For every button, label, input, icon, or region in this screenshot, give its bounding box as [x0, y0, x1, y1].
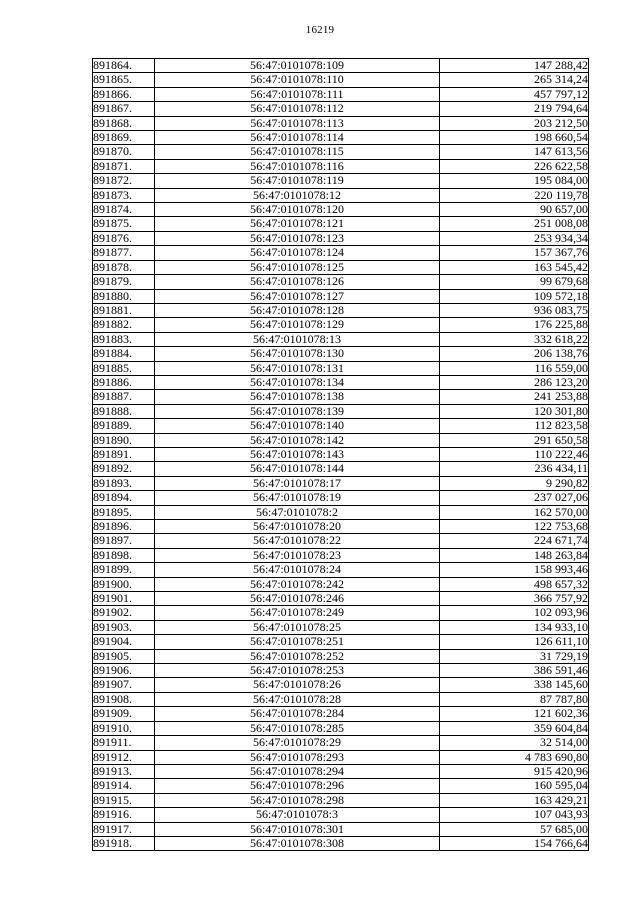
cadastral-number-cell: 56:47:0101078:251 [155, 635, 440, 649]
table-row [93, 707, 589, 721]
row-number-cell: 891868. [93, 116, 155, 130]
row-number-cell: 891866. [93, 87, 155, 101]
cadastral-number-cell: 56:47:0101078:131 [155, 361, 440, 375]
row-number-cell: 891916. [93, 808, 155, 822]
cadastral-value-cell: 176 225,88 [440, 318, 589, 332]
cadastral-value-cell: 4 783 690,80 [440, 750, 589, 764]
row-number-cell: 891885. [93, 361, 155, 375]
table-row [93, 433, 589, 447]
cadastral-value-cell: 198 660,54 [440, 131, 589, 145]
cadastral-number-cell: 56:47:0101078:144 [155, 462, 440, 476]
cadastral-value-cell: 107 043,93 [440, 808, 589, 822]
table-row [93, 822, 589, 836]
cadastral-number-cell: 56:47:0101078:143 [155, 447, 440, 461]
cadastral-value-cell: 90 657,00 [440, 203, 589, 217]
row-number-cell: 891875. [93, 217, 155, 231]
table-row [93, 764, 589, 778]
cadastral-number-cell: 56:47:0101078:142 [155, 433, 440, 447]
cadastral-number-cell: 56:47:0101078:19 [155, 491, 440, 505]
row-number-cell: 891901. [93, 592, 155, 606]
cadastral-value-cell: 265 314,24 [440, 73, 589, 87]
table-row [93, 620, 589, 634]
row-number-cell: 891895. [93, 505, 155, 519]
table-row [93, 159, 589, 173]
cadastral-value-cell: 498 657,32 [440, 577, 589, 591]
cadastral-number-cell: 56:47:0101078:109 [155, 59, 440, 73]
cadastral-number-cell: 56:47:0101078:298 [155, 793, 440, 807]
cadastral-value-cell: 102 093,96 [440, 606, 589, 620]
cadastral-value-cell: 122 753,68 [440, 520, 589, 534]
cadastral-value-cell: 253 934,34 [440, 231, 589, 245]
cadastral-number-cell: 56:47:0101078:246 [155, 592, 440, 606]
cadastral-value-cell: 31 729,19 [440, 649, 589, 663]
table-body [93, 59, 589, 851]
table-row [93, 592, 589, 606]
cadastral-value-cell: 120 301,80 [440, 404, 589, 418]
row-number-cell: 891896. [93, 520, 155, 534]
cadastral-value-cell: 147 288,42 [440, 59, 589, 73]
table-row [93, 721, 589, 735]
cadastral-number-cell: 56:47:0101078:301 [155, 822, 440, 836]
table-row [93, 678, 589, 692]
table-row [93, 145, 589, 159]
table-row [93, 116, 589, 130]
row-number-cell: 891874. [93, 203, 155, 217]
row-number-cell: 891914. [93, 779, 155, 793]
cadastral-number-cell: 56:47:0101078:140 [155, 419, 440, 433]
cadastral-number-cell: 56:47:0101078:139 [155, 404, 440, 418]
cadastral-value-cell: 87 787,80 [440, 692, 589, 706]
row-number-cell: 891871. [93, 159, 155, 173]
table-row [93, 404, 589, 418]
row-number-cell: 891894. [93, 491, 155, 505]
table-row [93, 131, 589, 145]
cadastral-number-cell: 56:47:0101078:138 [155, 390, 440, 404]
cadastral-number-cell: 56:47:0101078:134 [155, 375, 440, 389]
row-number-cell: 891897. [93, 534, 155, 548]
table-row [93, 275, 589, 289]
cadastral-value-cell: 219 794,64 [440, 102, 589, 116]
cadastral-number-cell: 56:47:0101078:29 [155, 736, 440, 750]
row-number-cell: 891902. [93, 606, 155, 620]
row-number-cell: 891915. [93, 793, 155, 807]
cadastral-value-table [92, 58, 589, 851]
row-number-cell: 891893. [93, 476, 155, 490]
table-row [93, 260, 589, 274]
cadastral-value-cell: 203 212,50 [440, 116, 589, 130]
cadastral-value-cell: 936 083,75 [440, 303, 589, 317]
cadastral-value-cell: 162 570,00 [440, 505, 589, 519]
cadastral-value-cell: 116 559,00 [440, 361, 589, 375]
cadastral-value-cell: 110 222,46 [440, 447, 589, 461]
table-row [93, 793, 589, 807]
cadastral-number-cell: 56:47:0101078:123 [155, 231, 440, 245]
cadastral-value-cell: 206 138,76 [440, 347, 589, 361]
cadastral-number-cell: 56:47:0101078:127 [155, 289, 440, 303]
row-number-cell: 891881. [93, 303, 155, 317]
cadastral-value-cell: 359 604,84 [440, 721, 589, 735]
cadastral-value-cell: 147 613,56 [440, 145, 589, 159]
row-number-cell: 891918. [93, 836, 155, 850]
table-row [93, 375, 589, 389]
cadastral-number-cell: 56:47:0101078:130 [155, 347, 440, 361]
table-row [93, 188, 589, 202]
table-row [93, 836, 589, 850]
cadastral-number-cell: 56:47:0101078:296 [155, 779, 440, 793]
table-row [93, 361, 589, 375]
row-number-cell: 891883. [93, 332, 155, 346]
table-row [93, 491, 589, 505]
table-row [93, 808, 589, 822]
cadastral-number-cell: 56:47:0101078:24 [155, 563, 440, 577]
table-row [93, 520, 589, 534]
row-number-cell: 891870. [93, 145, 155, 159]
cadastral-value-cell: 286 123,20 [440, 375, 589, 389]
row-number-cell: 891898. [93, 548, 155, 562]
row-number-cell: 891912. [93, 750, 155, 764]
table-row [93, 505, 589, 519]
cadastral-value-cell: 224 671,74 [440, 534, 589, 548]
cadastral-number-cell: 56:47:0101078:28 [155, 692, 440, 706]
cadastral-value-cell: 57 685,00 [440, 822, 589, 836]
cadastral-number-cell: 56:47:0101078:114 [155, 131, 440, 145]
table-row [93, 73, 589, 87]
cadastral-value-cell: 241 253,88 [440, 390, 589, 404]
table-row [93, 635, 589, 649]
table-row [93, 246, 589, 260]
cadastral-value-cell: 158 993,46 [440, 563, 589, 577]
row-number-cell: 891890. [93, 433, 155, 447]
row-number-cell: 891865. [93, 73, 155, 87]
cadastral-value-cell: 332 618,22 [440, 332, 589, 346]
table-row [93, 476, 589, 490]
cadastral-number-cell: 56:47:0101078:129 [155, 318, 440, 332]
row-number-cell: 891877. [93, 246, 155, 260]
table-row [93, 462, 589, 476]
cadastral-number-cell: 56:47:0101078:293 [155, 750, 440, 764]
table-row [93, 203, 589, 217]
cadastral-value-cell: 386 591,46 [440, 664, 589, 678]
cadastral-number-cell: 56:47:0101078:242 [155, 577, 440, 591]
table-row [93, 347, 589, 361]
cadastral-value-cell: 154 766,64 [440, 836, 589, 850]
cadastral-number-cell: 56:47:0101078:25 [155, 620, 440, 634]
table-row [93, 419, 589, 433]
row-number-cell: 891908. [93, 692, 155, 706]
cadastral-number-cell: 56:47:0101078:253 [155, 664, 440, 678]
cadastral-value-cell: 126 611,10 [440, 635, 589, 649]
cadastral-value-cell: 109 572,18 [440, 289, 589, 303]
cadastral-value-cell: 236 434,11 [440, 462, 589, 476]
row-number-cell: 891887. [93, 390, 155, 404]
table-row [93, 102, 589, 116]
table-row [93, 289, 589, 303]
cadastral-number-cell: 56:47:0101078:121 [155, 217, 440, 231]
cadastral-number-cell: 56:47:0101078:128 [155, 303, 440, 317]
row-number-cell: 891910. [93, 721, 155, 735]
cadastral-value-cell: 112 823,58 [440, 419, 589, 433]
table-row [93, 548, 589, 562]
cadastral-value-cell: 163 429,21 [440, 793, 589, 807]
cadastral-number-cell: 56:47:0101078:115 [155, 145, 440, 159]
table-row [93, 447, 589, 461]
table-row [93, 692, 589, 706]
table-row [93, 563, 589, 577]
cadastral-value-cell: 291 650,58 [440, 433, 589, 447]
row-number-cell: 891886. [93, 375, 155, 389]
row-number-cell: 891891. [93, 447, 155, 461]
cadastral-value-cell: 338 145,60 [440, 678, 589, 692]
cadastral-value-cell: 32 514,00 [440, 736, 589, 750]
cadastral-value-cell: 9 290,82 [440, 476, 589, 490]
table-row [93, 87, 589, 101]
cadastral-number-cell: 56:47:0101078:125 [155, 260, 440, 274]
table-row [93, 231, 589, 245]
cadastral-number-cell: 56:47:0101078:285 [155, 721, 440, 735]
cadastral-number-cell: 56:47:0101078:294 [155, 764, 440, 778]
cadastral-value-cell: 226 622,58 [440, 159, 589, 173]
row-number-cell: 891906. [93, 664, 155, 678]
table-row [93, 736, 589, 750]
row-number-cell: 891900. [93, 577, 155, 591]
cadastral-value-cell: 121 602,36 [440, 707, 589, 721]
row-number-cell: 891864. [93, 59, 155, 73]
row-number-cell: 891879. [93, 275, 155, 289]
row-number-cell: 891903. [93, 620, 155, 634]
row-number-cell: 891913. [93, 764, 155, 778]
cadastral-number-cell: 56:47:0101078:111 [155, 87, 440, 101]
row-number-cell: 891892. [93, 462, 155, 476]
cadastral-number-cell: 56:47:0101078:3 [155, 808, 440, 822]
row-number-cell: 891872. [93, 174, 155, 188]
cadastral-value-cell: 251 008,08 [440, 217, 589, 231]
row-number-cell: 891889. [93, 419, 155, 433]
table-row [93, 59, 589, 73]
table-row [93, 318, 589, 332]
table-row [93, 174, 589, 188]
row-number-cell: 891911. [93, 736, 155, 750]
cadastral-number-cell: 56:47:0101078:113 [155, 116, 440, 130]
row-number-cell: 891882. [93, 318, 155, 332]
row-number-cell: 891867. [93, 102, 155, 116]
page-number: 16219 [305, 24, 335, 36]
cadastral-value-cell: 163 545,42 [440, 260, 589, 274]
row-number-cell: 891873. [93, 188, 155, 202]
table-row [93, 664, 589, 678]
cadastral-number-cell: 56:47:0101078:2 [155, 505, 440, 519]
table-row [93, 534, 589, 548]
table-row [93, 390, 589, 404]
cadastral-number-cell: 56:47:0101078:124 [155, 246, 440, 260]
row-number-cell: 891899. [93, 563, 155, 577]
cadastral-number-cell: 56:47:0101078:20 [155, 520, 440, 534]
cadastral-value-cell: 99 679,68 [440, 275, 589, 289]
cadastral-value-cell: 157 367,76 [440, 246, 589, 260]
cadastral-value-cell: 457 797,12 [440, 87, 589, 101]
cadastral-number-cell: 56:47:0101078:284 [155, 707, 440, 721]
cadastral-number-cell: 56:47:0101078:17 [155, 476, 440, 490]
cadastral-value-cell: 220 119,78 [440, 188, 589, 202]
cadastral-number-cell: 56:47:0101078:26 [155, 678, 440, 692]
cadastral-number-cell: 56:47:0101078:22 [155, 534, 440, 548]
table-row [93, 649, 589, 663]
cadastral-value-cell: 160 595,04 [440, 779, 589, 793]
cadastral-number-cell: 56:47:0101078:12 [155, 188, 440, 202]
cadastral-value-cell: 237 027,06 [440, 491, 589, 505]
row-number-cell: 891869. [93, 131, 155, 145]
cadastral-value-cell: 148 263,84 [440, 548, 589, 562]
row-number-cell: 891888. [93, 404, 155, 418]
row-number-cell: 891905. [93, 649, 155, 663]
cadastral-number-cell: 56:47:0101078:126 [155, 275, 440, 289]
cadastral-number-cell: 56:47:0101078:308 [155, 836, 440, 850]
table-row [93, 303, 589, 317]
cadastral-number-cell: 56:47:0101078:249 [155, 606, 440, 620]
cadastral-number-cell: 56:47:0101078:119 [155, 174, 440, 188]
row-number-cell: 891907. [93, 678, 155, 692]
cadastral-number-cell: 56:47:0101078:120 [155, 203, 440, 217]
table-row [93, 779, 589, 793]
cadastral-number-cell: 56:47:0101078:23 [155, 548, 440, 562]
row-number-cell: 891909. [93, 707, 155, 721]
cadastral-number-cell: 56:47:0101078:252 [155, 649, 440, 663]
table-row [93, 750, 589, 764]
cadastral-value-cell: 915 420,96 [440, 764, 589, 778]
cadastral-number-cell: 56:47:0101078:13 [155, 332, 440, 346]
cadastral-value-cell: 366 757,92 [440, 592, 589, 606]
table-row [93, 217, 589, 231]
cadastral-number-cell: 56:47:0101078:110 [155, 73, 440, 87]
cadastral-number-cell: 56:47:0101078:112 [155, 102, 440, 116]
row-number-cell: 891917. [93, 822, 155, 836]
table-row [93, 606, 589, 620]
row-number-cell: 891880. [93, 289, 155, 303]
row-number-cell: 891884. [93, 347, 155, 361]
cadastral-value-cell: 195 084,00 [440, 174, 589, 188]
cadastral-number-cell: 56:47:0101078:116 [155, 159, 440, 173]
row-number-cell: 891876. [93, 231, 155, 245]
table-row [93, 577, 589, 591]
table-row [93, 332, 589, 346]
cadastral-value-cell: 134 933,10 [440, 620, 589, 634]
row-number-cell: 891878. [93, 260, 155, 274]
row-number-cell: 891904. [93, 635, 155, 649]
